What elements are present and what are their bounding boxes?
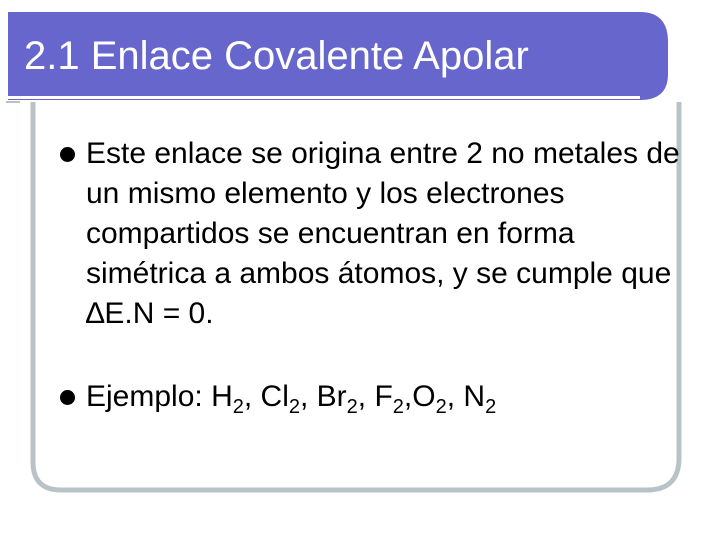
bullet-item <box>60 134 680 334</box>
formula-subscript: 2 <box>485 396 497 418</box>
formula: $Cl_2$ <box>260 380 300 418</box>
formula-subscript: 2 <box>392 396 404 418</box>
formula-subscript: 2 <box>232 396 244 418</box>
formula-subscript: 2 <box>288 396 300 418</box>
bullet-dot-icon <box>60 390 75 405</box>
formula: $N_2$ <box>463 380 497 418</box>
formula: $O_2$ <box>412 380 447 418</box>
slide-title: 2.1 Enlace Covalente Apolar <box>24 34 529 78</box>
formula: $Br_2$ <box>316 380 358 418</box>
formula: $H_2$ <box>211 380 244 418</box>
bullet-text: Este enlace se origina entre 2 no metales de un mismo elemento y los electrones compartidos se encuentran en forma simétrica a ambos átomos, y se cumple que ∆E.N = 0. <box>86 137 680 330</box>
formula-subscript: 2 <box>435 396 447 418</box>
formula-list: $H_2$, $Cl_2$, $Br_2$, $F_2,O_2$, $N_2$ <box>211 380 497 418</box>
bullet-item-example <box>60 377 680 417</box>
formula: $F_2$ <box>374 380 404 418</box>
slide-content <box>60 134 680 417</box>
example-label: Ejemplo: <box>86 380 203 413</box>
formula-subscript: 2 <box>346 396 358 418</box>
bullet-dot-icon <box>60 147 75 162</box>
